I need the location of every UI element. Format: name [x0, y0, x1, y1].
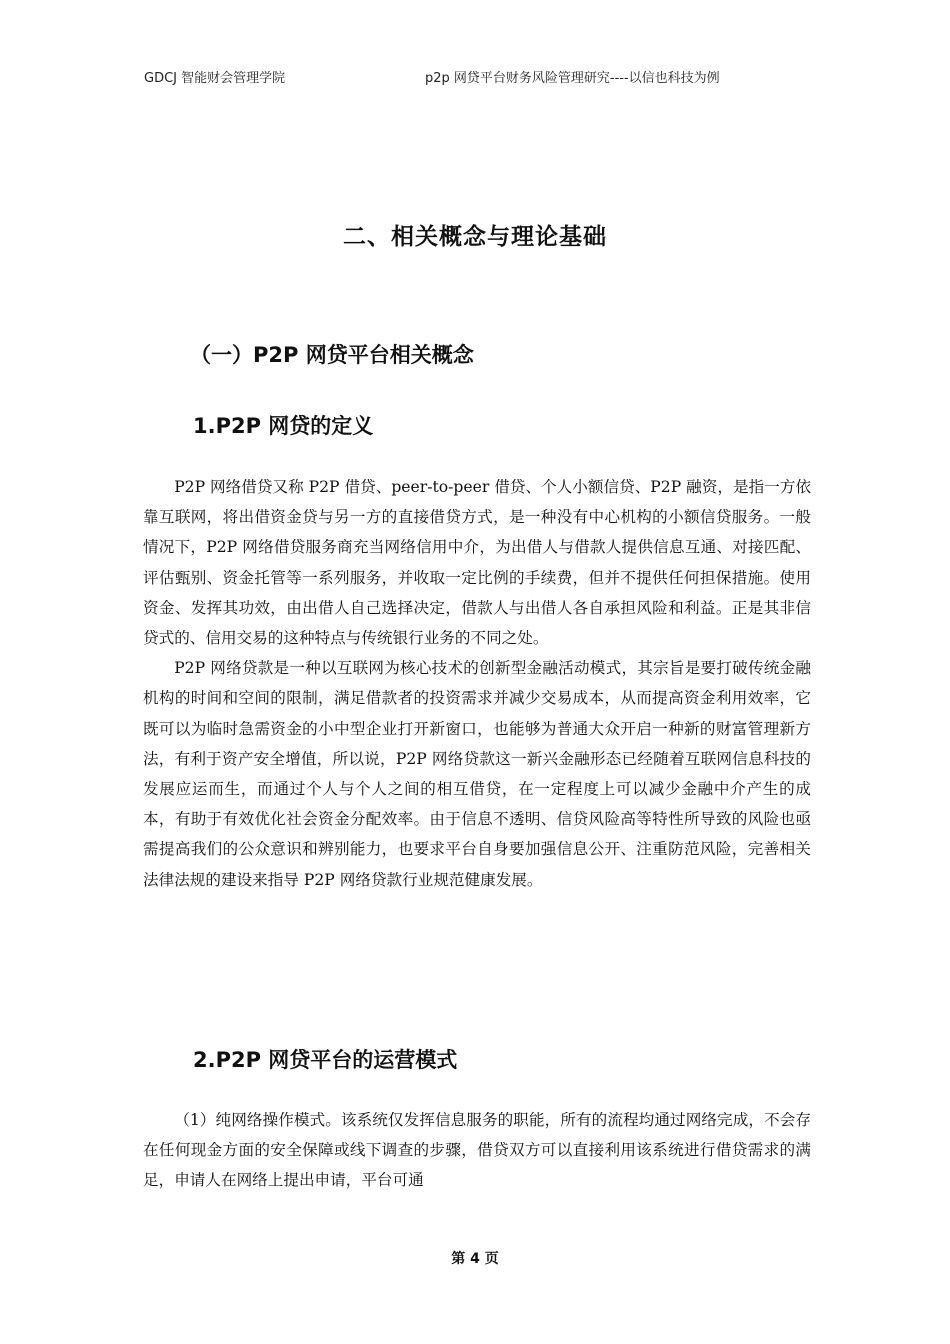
running-header-right: p2p 网贷平台财务风险管理研究----以信也科技为例	[425, 71, 720, 86]
subsection-title-operating-model: 2.P2P 网贷平台的运营模式	[193, 1048, 458, 1072]
operating-model-body	[143, 1105, 811, 1196]
body-paragraph: （1）纯网络操作模式。该系统仅发挥信息服务的职能，所有的流程均通过网络完成，不会存在任何现金方面的安全保障或线下调查的步骤，借贷双方可以直接利用该系统进行借贷需求的满足，申请人在网络上提出申请，平台可通	[143, 1111, 811, 1190]
body-paragraph: P2P 网络借贷又称 P2P 借贷、peer-to-peer 借贷、个人小额信贷、P2P 融资，是指一方依靠互联网，将出借资金贷与另一方的直接借贷方式，是一种没有中心机构的小额信贷服务。一般情况下，P2P 网络借贷服务商充当网络信用中介，为出借人与借款人提供信息互通、对接匹配、评估甄别、资金托管等一系列服务，并收取一定比例的手续费，但并不提供任何担保措施。使用资金、发挥其功效，由出借人自己选择决定，借款人与出借人各自承担风险和利益。正是其非信贷式的、信用交易的这种特点与传统银行业务的不同之处。	[143, 478, 811, 648]
chapter-title: 二、相关概念与理论基础	[343, 224, 607, 250]
definition-body	[143, 472, 811, 895]
section-title: （一）P2P 网贷平台相关概念	[190, 343, 474, 367]
page-number: 第 4 页	[451, 1251, 499, 1267]
body-paragraph: P2P 网络贷款是一种以互联网为核心技术的创新型金融活动模式，其宗旨是要打破传统金融机构的时间和空间的限制，满足借款者的投资需求并减少交易成本，从而提高资金利用效率，它既可以为临时急需资金的小中型企业打开新窗口，也能够为普通大众开启一种新的财富管理新方法，有利于资产安全增值，所以说，P2P 网络贷款这一新兴金融形态已经随着互联网信息科技的发展应运而生，而通过个人与个人之间的相互借贷，在一定程度上可以减少金融中介产生的成本，有助于有效优化社会资金分配效率。由于信息不透明、信贷风险高等特性所导致的风险也亟需提高我们的公众意识和辨别能力，也要求平台自身要加强信息公开、注重防范风险，完善相关法律法规的建设来指导 P2P 网络贷款行业规范健康发展。	[143, 659, 811, 889]
subsection-title-definition: 1.P2P 网贷的定义	[193, 414, 374, 438]
running-header-left: GDCJ 智能财会管理学院	[144, 71, 286, 86]
